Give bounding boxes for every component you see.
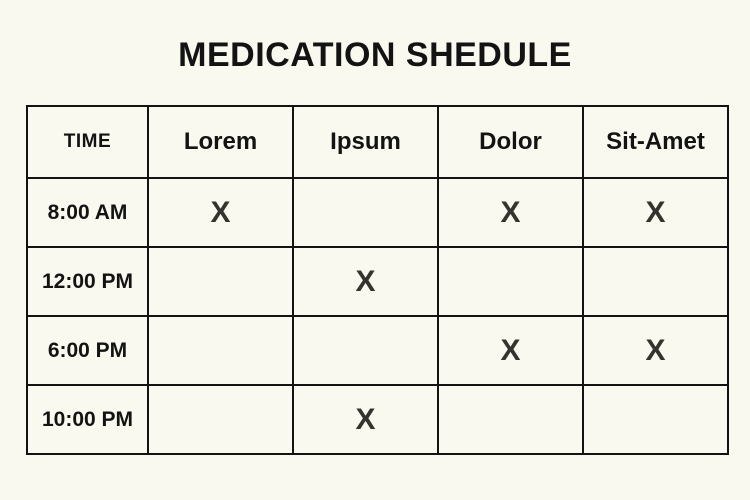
mark-cell	[438, 247, 583, 316]
medication-schedule-table	[26, 105, 729, 455]
mark-cell: X	[583, 316, 728, 385]
mark-cell	[148, 316, 293, 385]
column-header-lorem: Lorem	[148, 106, 293, 178]
mark-cell	[293, 178, 438, 247]
column-header-ipsum: Ipsum	[293, 106, 438, 178]
table-row-8am	[27, 178, 728, 247]
table-row-12pm	[27, 247, 728, 316]
time-cell: 12:00 PM	[27, 247, 148, 316]
mark-cell: X	[438, 178, 583, 247]
mark-cell: X	[293, 247, 438, 316]
table-row-10pm	[27, 385, 728, 454]
mark-cell: X	[148, 178, 293, 247]
mark-cell	[148, 385, 293, 454]
mark-cell: X	[583, 178, 728, 247]
mark-cell: X	[293, 385, 438, 454]
mark-cell	[583, 385, 728, 454]
table-row-6pm	[27, 316, 728, 385]
mark-cell	[438, 385, 583, 454]
mark-cell	[148, 247, 293, 316]
page-title: MEDICATION SHEDULE	[178, 36, 572, 74]
mark-cell	[293, 316, 438, 385]
mark-cell: X	[438, 316, 583, 385]
time-cell: 6:00 PM	[27, 316, 148, 385]
column-header-sit-amet: Sit-Amet	[583, 106, 728, 178]
mark-cell	[583, 247, 728, 316]
time-cell: 8:00 AM	[27, 178, 148, 247]
header-row	[27, 106, 728, 178]
time-cell: 10:00 PM	[27, 385, 148, 454]
column-header-time: TIME	[27, 106, 148, 178]
column-header-dolor: Dolor	[438, 106, 583, 178]
